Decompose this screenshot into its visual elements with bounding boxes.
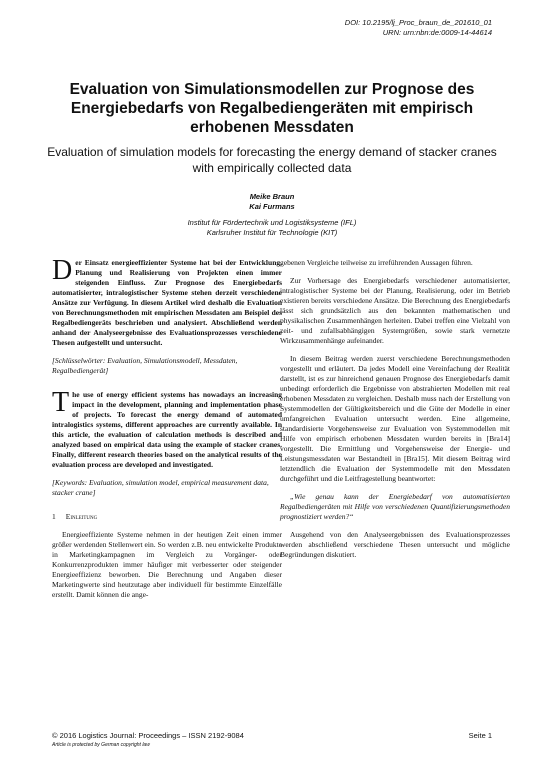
dropcap: D — [52, 255, 73, 286]
authors — [0, 192, 544, 212]
body-paragraph: gebenen Vergleiche teilweise zu irreführenden Aussagen führen. — [280, 258, 473, 267]
body-paragraph: Zur Vorhersage des Energiebedarfs verschiedener automatisierter, intralogistischer Systeme bei der Planung, Realisierung, oder im Betrieb existieren bereits verschiedene Ansätze. Die Berechnung des Energiebedarfs lässt sich grundsätzlich aus den bekannten mathematischen und physikalischen Zusammenhängen herleiten. Dabei treffen eine Vielzahl von zeit- und zufallsabhängigen Systemgrößen, sowie stark vernetzte Wirkzusammenhänge aufeinander. — [280, 276, 510, 345]
abstract-english-text: he use of energy efficient systems has nowadays an increasing impact in the development, planning and implementation phase of projects. To forecast the energy demand of automated intralogistics systems, different approaches are currently available. In this article, the evaluation of calculation methods is described and analyzed based on empirical data using the example of stacker cranes. Finally, different research theories based on the analytical results of the evaluation process are developed and investigated. — [52, 390, 282, 469]
doi-line: DOI: 10.2195/lj_Proc_braun_de_201610_01 — [344, 18, 492, 27]
doi-header — [345, 18, 492, 38]
copyright-note: Article is protected by German copyright law — [52, 742, 150, 748]
keywords-english: [Keywords: Evaluation, simulation model, empirical measurement data, stacker crane] — [52, 478, 269, 497]
affiliation — [0, 218, 544, 238]
section-title: Einleitung — [65, 512, 98, 521]
abstract-german — [52, 255, 282, 348]
keywords-german: [Schlüsselwörter: Evaluation, Simulationsmodell, Messdaten, Regalbediengerät] — [52, 356, 238, 375]
urn-line: URN: urn:nbn:de:0009-14-44614 — [382, 28, 492, 37]
footer-journal: © 2016 Logistics Journal: Proceedings – ISSN 2192-9084 — [52, 731, 244, 740]
author-name: Meike Braun — [249, 192, 295, 201]
section-heading — [52, 512, 282, 522]
page-number: Seite 1 — [468, 731, 492, 740]
right-column — [280, 258, 510, 568]
title-german: Evaluation von Simulationsmodellen zur Prognose des Energiebedarfs von Regalbediengeräten mit empirisch erhobenen Messdaten — [69, 81, 475, 136]
section-number: 1 — [52, 512, 56, 521]
body-paragraph: Ausgehend von den Analyseergebnissen des Evaluationsprozesses werden abschließend verschiedene Thesen untersucht und mögliche Begründungen diskutiert. — [280, 530, 510, 559]
author-name: Kai Furmans — [249, 202, 295, 211]
abstract-german-text: er Einsatz energieeffizienter Systeme hat bei der Entwicklung, Planung und Realisierung von Projekten einen immer steigenden Einfluss. Zur Prognose des Energiebedarfs automatisierter, intralogistischer Systeme stehen derzeit verschiedene Ansätze zur Verfügung. In diesem Artikel wird deshalb die Evaluation von Berechnungsmethoden mit empirischen Messdaten am Beispiel des Regalbediengeräts beschrieben und analysiert. Abschließend werden anhand der Analyseergebnisse des Evaluationsprozesses verschiedene Thesen aufgestellt und untersucht. — [52, 258, 282, 347]
dropcap: T — [52, 387, 70, 418]
affiliation-line: Karlsruher Institut für Technologie (KIT) — [206, 228, 338, 237]
body-paragraph: In diesem Beitrag werden zuerst verschiedene Berechnungsmethoden vorgestellt und erläutert. Da jedes Modell eine Vereinfachung der Realität darstellt, ist es zur hinreichend genauen Prognose des Energiebedarfs damit unbedingt erforderlich die Ergebnisse von abstrahierten Modellen mit real erhobenen Messdaten zu vergleichen. Deshalb muss nach der Erstellung von Systemmodellen der Gültigkeitsbereich und die Güte der Modelle in einer umfangreichen Evaluation untersucht werden. Eine allgemeine, standardisierte Vorgehensweise zur Evaluation von Systemmodellen mit Hilfe von empirisch erhobenen Messdaten wurden bereits in [Bra14] vorgestellt. Die Ermittlung und Vorgehensweise der Energie- und Leistungsmessdaten war Bestandteil in [Bra15]. Mit diesem Beitrag wird letztendlich die Evaluation der Systemmodelle mit den Messdaten durchgeführt und die Leitfragestellung beantwortet: — [280, 354, 510, 483]
title-english: Evaluation of simulation models for forecasting the energy demand of stacker cranes with empirically collected data — [47, 145, 497, 175]
body-paragraph: Energieeffiziente Systeme nehmen in der heutigen Zeit einen immer größer werdenden Stellenwert ein. So werden z.B. neu entwickelte Produkte in Marketingkampagnen im Vergleich zu Vorgänger- oder Konkurrenzprodukten immer häufiger mit verbesserter oder steigender Energieeffizienz beworben. Die Berechnung und Angaben dieser Marketingwerte sind heutzutage aber individuell für bestimmte Einzelfälle erstellt. Damit können die ange- — [52, 530, 282, 599]
affiliation-line: Institut für Fördertechnik und Logistiksysteme (IFL) — [187, 218, 357, 227]
abstract-english — [52, 387, 282, 470]
left-column — [52, 255, 282, 608]
research-question: „Wie genau kann der Energiebedarf von automatisierten Regalbediengeräten mit Hilfe von verschiedenen Quantifizierungsmethoden prognostiziert werden?“ — [280, 492, 510, 521]
